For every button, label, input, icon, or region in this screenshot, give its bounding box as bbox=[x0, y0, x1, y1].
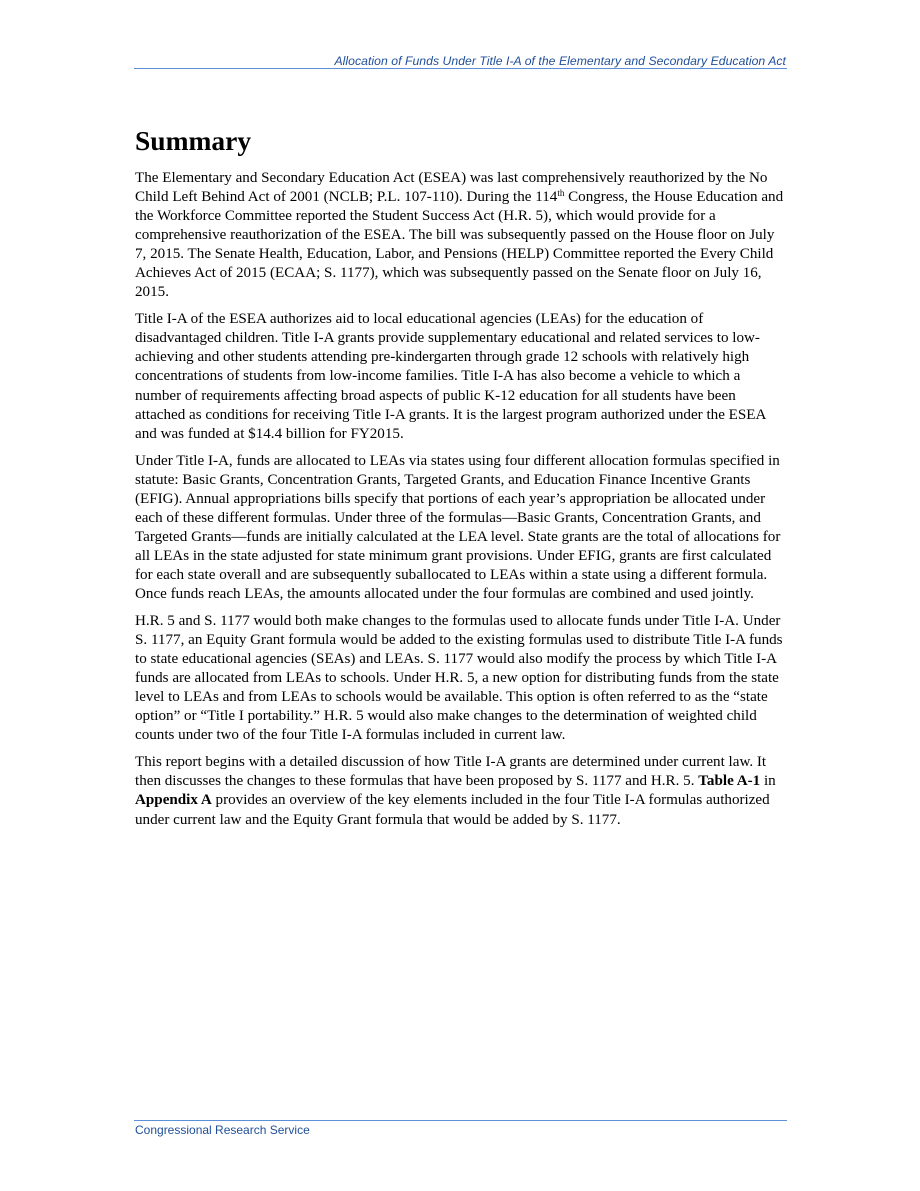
table-reference: Table A-1 bbox=[698, 773, 761, 790]
summary-body bbox=[135, 169, 787, 838]
paragraph-2: Title I-A of the ESEA authorizes aid to local educational agencies (LEAs) for the education of disadvantaged children. Title I-A grants provide supplementary educational and related services to low-achieving and other students attending pre-kindergarten through grade 12 schools with relatively high concentrations of students from low-income families. Title I-A has also become a vehicle to which a number of requirements affecting broad aspects of public K-12 education for all students have been attached as conditions for receiving Title I-A grants. It is the largest program authorized under the ESEA and was funded at $14.4 billion for FY2015. bbox=[135, 311, 766, 442]
appendix-reference: Appendix A bbox=[135, 792, 212, 809]
paragraph-4: H.R. 5 and S. 1177 would both make changes to the formulas used to allocate funds under Title I-A. Under S. 1177, an Equity Grant formula would be added to the existing formulas used to distribute Title I-A funds to state educational agencies (SEAs) and LEAs. S. 1177 would also modify the process by which Title I-A funds are allocated from LEAs to schools. Under H.R. 5, a new option for distributing funds from the state level to LEAs and from LEAs to schools would be available. This option is often referred to as the “state option” or “Title I portability.” H.R. 5 would also make changes to the determination of weighted child counts under two of the four Title I-A formulas included in current law. bbox=[135, 613, 783, 744]
header-divider bbox=[134, 68, 787, 69]
paragraph-5-text-b: in bbox=[760, 773, 776, 790]
paragraph-3: Under Title I-A, funds are allocated to LEAs via states using four different allocation formulas specified in statute: Basic Grants, Concentration Grants, Targeted Grants, and Education Finance Incentive Grants (EFIG). Annual appropriations bills specify that portions of each year’s appropriation be allocated under each of these different formulas. Under three of the formulas—Basic Grants, Concentration Grants, and Targeted Grants—funds are initially calculated at the LEA level. State grants are the total of allocations for all LEAs in the state adjusted for state minimum grant provisions. Under EFIG, grants are first calculated for each state overall and are subsequently suballocated to LEAs within a state using a different formula. Once funds reach LEAs, the amounts allocated under the four formulas are combined and used jointly. bbox=[135, 452, 781, 602]
paragraph-5-text-a: This report begins with a detailed discussion of how Title I-A grants are determined under current law. It then discusses the changes to these formulas that have been proposed by S. 1177 and H.R. 5. bbox=[135, 754, 767, 790]
paragraph-1-text-b: Congress, the House Education and the Workforce Committee reported the Student Success Act (H.R. 5), which would provide for a comprehensive reauthorization of the ESEA. The bill was subsequently passed on the House floor on July 7, 2015. The Senate Health, Education, Labor, and Pensions (HELP) Committee reported the Every Child Achieves Act of 2015 (ECAA; S. 1177), which was subsequently passed on the Senate floor on July 16, 2015. bbox=[135, 189, 784, 301]
ordinal-superscript: th bbox=[557, 188, 565, 199]
paragraph-5 bbox=[135, 753, 787, 829]
running-header: Allocation of Funds Under Title I-A of the Elementary and Secondary Education Act bbox=[334, 54, 786, 68]
paragraph-1-text-a: The Elementary and Secondary Education Act (ESEA) was last comprehensively reauthorized by the No Child Left Behind Act of 2001 (NCLB; P.L. 107-110). During the 114 bbox=[135, 170, 768, 206]
paragraph-1 bbox=[135, 169, 787, 302]
paragraph-5-text-c: provides an overview of the key elements included in the four Title I-A formulas authorized under current law and the Equity Grant formula that would be added by S. 1177. bbox=[135, 792, 770, 828]
section-heading: Summary bbox=[135, 125, 252, 156]
footer-divider bbox=[134, 1120, 787, 1121]
footer-organization: Congressional Research Service bbox=[135, 1123, 310, 1137]
